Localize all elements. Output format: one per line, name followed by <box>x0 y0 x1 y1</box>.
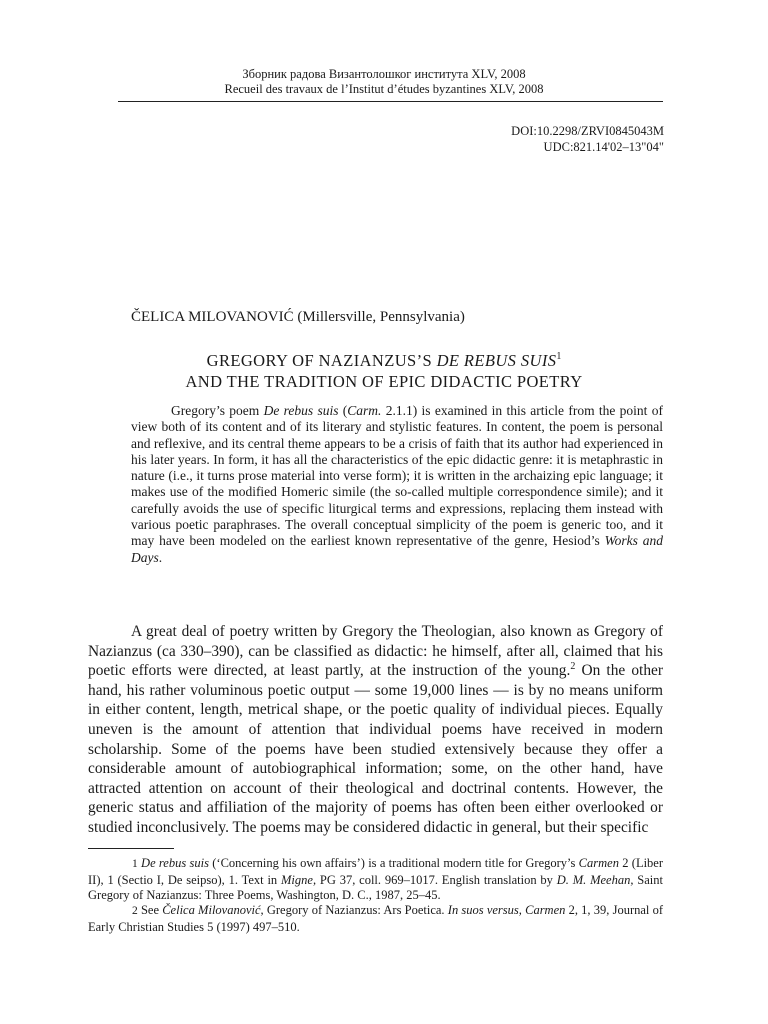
title-line-1: GREGORY OF NAZIANZUS’S DE REBUS SUIS$^1$ <box>206 351 562 370</box>
footnote-2: 2 See Čelica Milovanović, Gregory of Nazianzus: Ars Poetica. In suos versus, Carmen 2, 1, 39, Journal of Early Christian Studies 5 (1997) 497–510. <box>88 903 664 934</box>
header-rule <box>118 101 663 102</box>
body-paragraph: A great deal of poetry written by Gregory the Theologian, also known as Gregory of Nazianzus (ca 330–390), can be classified as didactic: he himself, after all, claimed that his poetic efforts were directed, at least partly, at the instruction of the young.$^2$ On the other hand, his rather voluminous poetic output — some 19,000 lines — is by no means uniform in either content, length, metrical shape, or the poetic quality of individual pieces. Equally uneven is the amount of attention that individual poems have received in modern scholarship. Some of the poems have been studied extensively because they offer a considerable amount of autobiographical information; some, on the other hand, have attracted attention on account of their theological and doctrinal contents. However, the generic status and affiliation of the majority of poems has often been either overlooked or studied inconclusively. The poems may be considered didactic in general, but their specific <box>88 623 663 836</box>
footnote-1: 1 De rebus suis (‘Concerning his own affairs’) is a traditional modern title for Gregory’s Carmen 2 (Liber II), 1 (Sectio I, De seipso), 1. Text in Migne, PG 37, coll. 969–1017. English translation by D. M. Meehan, Saint Gregory of Nazianzus: Three Poems, Washington, D. C., 1987, 25–45. <box>88 856 664 902</box>
article-identifiers <box>511 123 664 155</box>
title-line-2: AND THE TRADITION OF EPIC DIDACTIC POETRY <box>185 372 583 391</box>
footnote-mark-1[interactable]: 1 <box>556 351 562 362</box>
author-line: ČELICA MILOVANOVIĆ (Millersville, Pennsylvania) <box>131 309 465 325</box>
article-title <box>0 346 768 392</box>
footnote-rule <box>88 848 174 849</box>
journal-header <box>0 67 768 97</box>
footnote-number: 2 <box>132 905 138 917</box>
journal-title-serbian: Зборник радова Византолошког института XLV, 2008 <box>242 67 526 81</box>
udc: UDC:821.14'02–13"04" <box>543 140 664 154</box>
footnote-number: 1 <box>132 858 138 870</box>
footnote-mark-2[interactable]: 2 <box>570 661 576 673</box>
doi: DOI:10.2298/ZRVI0845043M <box>511 124 664 138</box>
abstract: Gregory’s poem De rebus suis (Carm. 2.1.1) is examined in this article from the point of view both of its content and of its literary and stylistic features. In content, the poem is personal and reflexive, and its central theme appears to be a crisis of faith that its author had experienced in his later years. In form, it has all the characteristics of the epic didactic genre: it is metaphrastic in nature (i.e., it turns prose material into verse form); it is written in the archaizing epic language; it makes use of the modified Homeric simile (the so-called multiple correspondence simile); and it carefully avoids the use of specific liturgical terms and expressions, replacing them instead with various poetic paraphrases. The overall conceptual simplicity of the poem is generic too, and it may have been modeled on the earliest known representative of the genre, Hesiod’s Works and Days. <box>131 403 663 565</box>
journal-title-french: Recueil des travaux de l’Institut d’études byzantines XLV, 2008 <box>224 82 544 96</box>
